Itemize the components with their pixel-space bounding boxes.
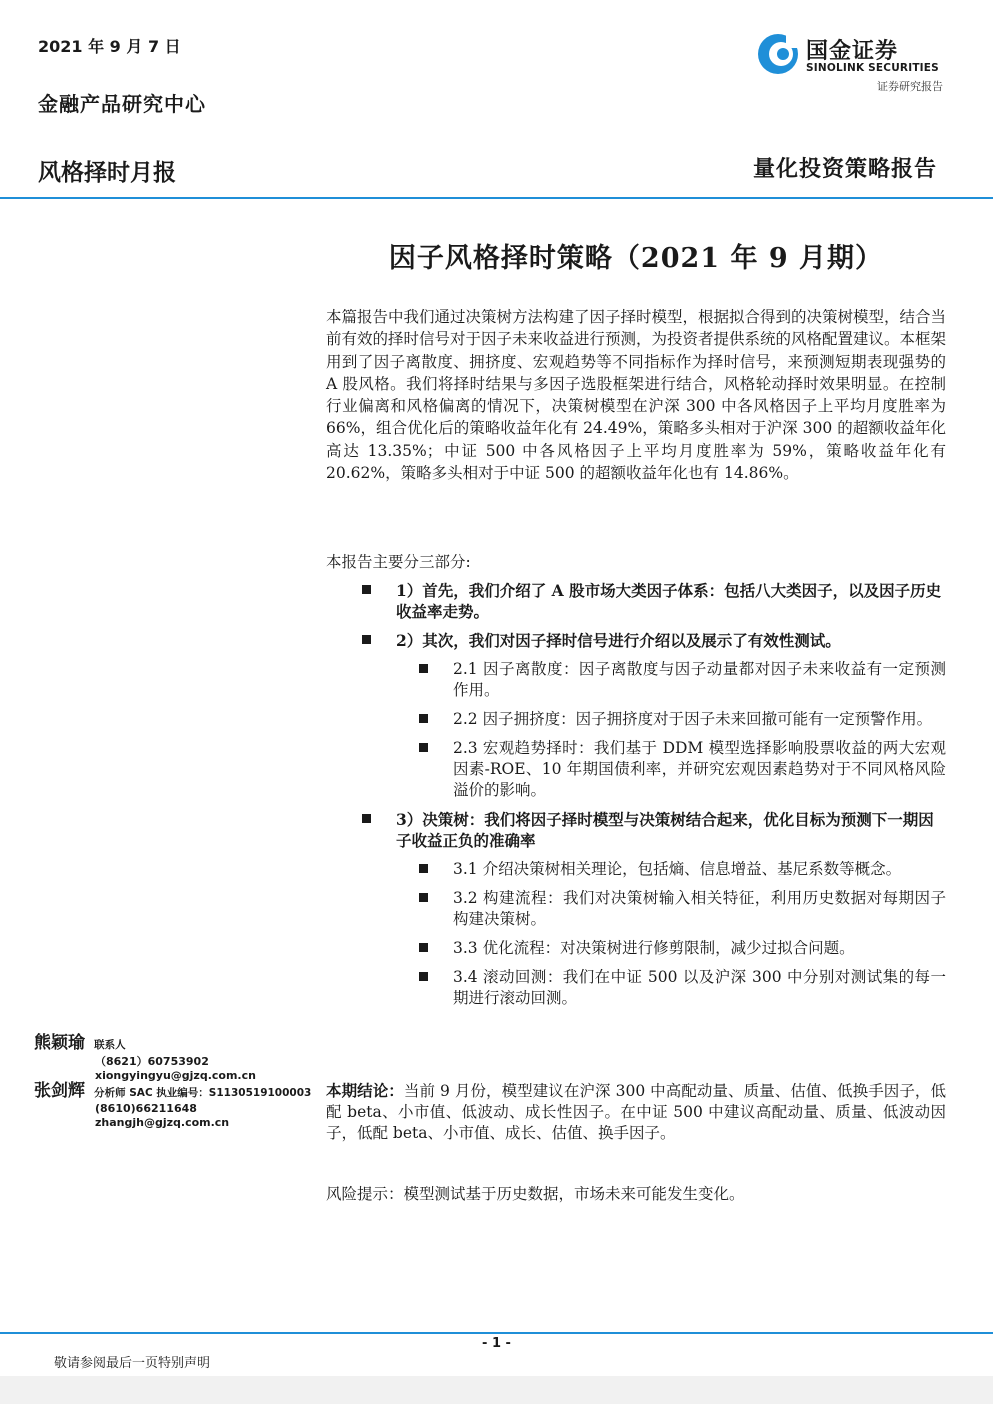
subsection-item xyxy=(326,709,946,730)
company-logo xyxy=(756,32,946,80)
analyst-block-1 xyxy=(34,1028,314,1083)
subsection-item xyxy=(326,938,946,959)
section-item xyxy=(326,809,946,851)
risk-warning: 风险提示：模型测试基于历史数据，市场未来可能发生变化。 xyxy=(326,1185,745,1203)
logo-english-name: SINOLINK SECURITIES xyxy=(806,62,939,74)
conclusion-text: 当前 9 月份，模型建议在沪深 300 中高配动量、质量、估值、低换手因子，低配 beta、小市值、低波动、成长性因子。在中证 500 中建议高配动量、质量、低波动因子，低配 beta、小市值、成长、估值、换手因子。 xyxy=(326,1082,946,1142)
conclusion-paragraph xyxy=(326,1080,946,1144)
page-title: 因子风格择时策略（2021 年 9 月期） xyxy=(388,243,884,274)
section-text: 3）决策树：我们将因子择时模型与决策树结合起来，优化目标为预测下一期因子收益正负的准确率 xyxy=(396,810,934,850)
report-date: 2021 年 9 月 7 日 xyxy=(38,37,181,56)
page-number: - 1 - xyxy=(482,1336,511,1351)
footer-divider xyxy=(0,1332,993,1334)
analyst-role: 分析师 SAC 执业编号：S1130519100003 xyxy=(94,1087,312,1099)
report-category: 量化投资策略报告 xyxy=(752,156,937,182)
bullet-square-icon xyxy=(362,814,371,823)
subsection-item xyxy=(326,967,946,1009)
subsection-text: 3.3 优化流程：对决策树进行修剪限制，减少过拟合问题。 xyxy=(453,939,855,957)
abstract-paragraph: 本篇报告中我们通过决策树方法构建了因子择时模型，根据拟合得到的决策树模型，结合当前有效的择时信号对于因子未来收益进行预测，为投资者提供系统的风格配置建议。本框架用到了因子离散度、拥挤度、宏观趋势等不同指标作为择时信号，来预测短期表现强势的 A 股风格。我们将择时结果与多因子选股框架进行结合，风格轮动择时效果明显。在控制行业偏离和风格偏离的情况下，决策树模型在沪深 300 中各风格因子上平均月度胜率为 66%，组合优化后的策略收益年化有 24.49%，策略多头相对于沪深 300 的超额收益年化高达 13.35%；中证 500 中各风格因子上平均月度胜率为 59%，策略收益年化有 20.62%，策略多头相对于中证 500 的超额收益年化也有 14.86%。 xyxy=(326,308,947,483)
department-name: 金融产品研究中心 xyxy=(38,92,206,116)
analyst-email: zhangjh@gjzq.com.cn xyxy=(95,1116,230,1129)
subsection-item xyxy=(326,888,946,930)
analyst-phone: （8621）60753902 xyxy=(95,1055,209,1068)
subsection-text: 3.1 介绍决策树相关理论，包括熵、信息增益、基尼系数等概念。 xyxy=(453,860,902,878)
bullet-square-icon xyxy=(362,635,371,644)
subsection-text: 2.3 宏观趋势择时：我们基于 DDM 模型选择影响股票收益的两大宏观因素-ROE、10 年期国债利率，并研究宏观因素趋势对于不同风格风险溢价的影响。 xyxy=(453,739,946,799)
analyst-name: 熊颖瑜 xyxy=(34,1033,85,1053)
subsection-item xyxy=(326,859,946,880)
analyst-role: 联系人 xyxy=(94,1039,126,1051)
bullet-square-icon xyxy=(362,585,371,594)
subsection-text: 2.1 因子离散度：因子离散度与因子动量都对因子未来收益有一定预测作用。 xyxy=(453,660,946,699)
bullet-square-icon xyxy=(419,943,428,952)
bullet-square-icon xyxy=(419,972,428,981)
bullet-square-icon xyxy=(419,893,428,902)
footer-band xyxy=(0,1376,993,1404)
sinolink-logo-icon xyxy=(756,32,800,76)
analyst-phone: (8610)66211648 xyxy=(95,1102,197,1115)
conclusion-label: 本期结论： xyxy=(326,1081,404,1100)
report-type: 风格择时月报 xyxy=(38,160,176,186)
section-list xyxy=(326,580,946,1017)
logo-subtitle: 证券研究报告 xyxy=(877,80,943,93)
subsection-item xyxy=(326,738,946,801)
header-divider xyxy=(0,197,993,199)
bullet-square-icon xyxy=(419,864,428,873)
analyst-block-2 xyxy=(34,1076,324,1130)
intro-line: 本报告主要分三部分: xyxy=(326,553,471,571)
section-item xyxy=(326,580,946,622)
section-text: 2）其次，我们对因子择时信号进行介绍以及展示了有效性测试。 xyxy=(396,631,841,650)
disclaimer-note: 敬请参阅最后一页特别声明 xyxy=(54,1356,211,1371)
bullet-square-icon xyxy=(419,714,428,723)
subsection-text: 2.2 因子拥挤度：因子拥挤度对于因子未来回撤可能有一定预警作用。 xyxy=(453,710,933,728)
subsection-item xyxy=(326,659,946,701)
section-item xyxy=(326,630,946,651)
analyst-name: 张剑辉 xyxy=(34,1081,85,1101)
analyst-email: xiongyingyu@gjzq.com.cn xyxy=(95,1069,256,1082)
logo-chinese-name: 国金证券 xyxy=(806,39,899,64)
section-text: 1）首先，我们介绍了 A 股市场大类因子体系：包括八大类因子，以及因子历史收益率走势。 xyxy=(396,581,942,621)
subsection-text: 3.4 滚动回测：我们在中证 500 以及沪深 300 中分别对测试集的每一期进行滚动回测。 xyxy=(453,968,946,1007)
bullet-square-icon xyxy=(419,743,428,752)
bullet-square-icon xyxy=(419,664,428,673)
subsection-text: 3.2 构建流程：我们对决策树输入相关特征，利用历史数据对每期因子构建决策树。 xyxy=(453,889,946,928)
